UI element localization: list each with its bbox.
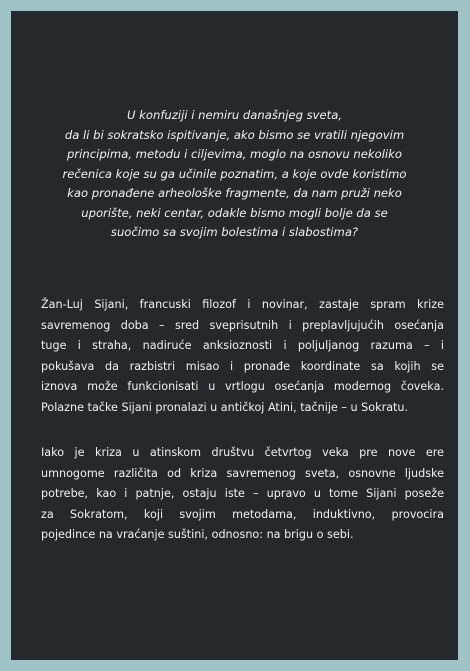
description-paragraph-2 (41, 443, 444, 546)
paragraph-line: pokušava da razbistri misao i pronađe koordinate sa kojih se (41, 359, 444, 373)
paragraph-line: savremenog doba – sred sveprisutnih i preplavljujućih osećanja (41, 318, 444, 332)
paragraph-line: iznova može funkcionisati u vrtlogu osećanja modernog čoveka. (41, 380, 444, 394)
paragraph-line: potrebe, kao i patnje, ostaju iste – upravo u tome Sijani poseže (41, 487, 444, 501)
paragraph-line: tuge i straha, nadiruće anksioznosti i poljuljanog razuma – i (41, 339, 444, 353)
quote-line: U konfuziji i nemiru današnjeg sveta, (127, 108, 342, 122)
quote-line: uporište, neki centar, odakle bismo mogli bolje da se (81, 205, 388, 220)
intro-quote (41, 106, 428, 243)
quote-line: principima, metodu i ciljevima, moglo na osnovu nekoliko (67, 147, 402, 161)
paragraph-line: za Sokratom, koji svojim metodama, induktivno, provocira (41, 507, 444, 521)
quote-line: da li bi sokratsko ispitivanje, ako bismo se vratili njegovim (64, 127, 405, 142)
paragraph-line: Polazne tačke Sijani pronalazi u antičkoj Atini, tačnije – u Sokratu. (41, 400, 409, 414)
quote-line: rečenica koje su ga učinile poznatim, a koje ovde koristimo (62, 166, 407, 181)
quote-line: kao pronađene arheološke fragmente, da nam pruži neko (67, 186, 402, 200)
paragraph-line: pojedince na vraćanje suštini, odnosno: na brigu o sebi. (41, 528, 354, 542)
quote-line: suočimo sa svojim bolestima i slabostima? (110, 225, 359, 239)
description-paragraph-1 (41, 295, 444, 419)
paragraph-line: umnogome različita od kriza savremenog sveta, osnovne ljudske (41, 466, 444, 480)
back-cover (11, 11, 458, 660)
paragraph-line: Žan-Luj Sijani, francuski filozof i novinar, zastaje spram krize (41, 298, 444, 311)
paragraph-line: Iako je kriza u atinskom društvu četvrtog veka pre nove ere (41, 446, 444, 459)
